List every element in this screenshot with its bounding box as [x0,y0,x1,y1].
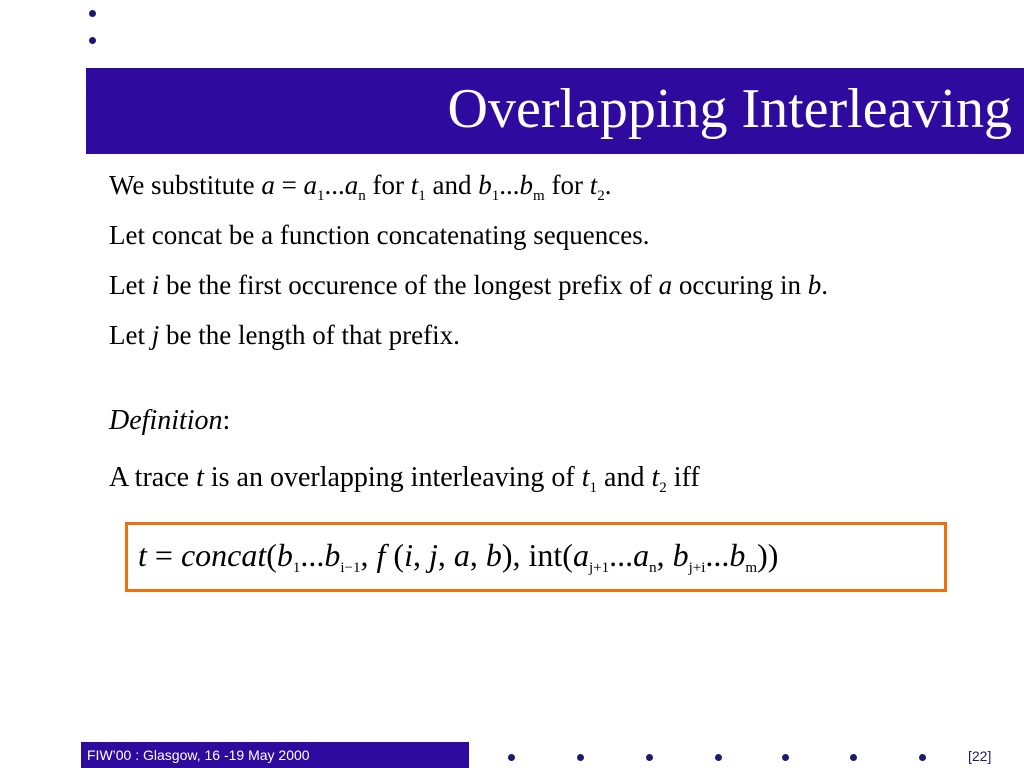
var-b1: b [478,170,492,200]
var-a: a [453,537,470,573]
var-an: a [344,170,359,200]
subscript: n [649,560,657,576]
text: and [425,170,479,200]
footer-dot [919,754,926,761]
var-j: j [428,537,438,573]
var-b: b [485,537,502,573]
ellipsis: ... [300,537,325,573]
comma: , [656,537,673,573]
var-t1: t [410,170,419,200]
subscript: i−1 [340,560,361,576]
paren: )) [757,537,779,573]
var-b: b [276,537,293,573]
ellipsis: ... [499,170,520,200]
subscript: m [533,188,545,204]
var-a1: a [303,170,318,200]
title-bar [86,68,1024,154]
formula [138,537,778,574]
text: for [544,170,590,200]
footer-text: FIW’00 : Glasgow, 16 -19 May 2000 [87,747,310,763]
subscript: m [745,560,758,576]
formula-box [125,522,947,592]
subscript: j+i [688,560,706,576]
body-line-1 [109,170,612,204]
text: iff [666,462,700,493]
text: is an overlapping interleaving of [203,462,582,493]
var-b: b [807,270,822,300]
body-line-2: Let concat be a function concatenating sequences. [109,220,650,250]
definition-label [109,405,230,437]
footer-dot [646,754,653,761]
var-a: a [261,170,275,200]
comma: , [469,537,486,573]
equals: = [274,170,304,200]
text: . [604,170,612,200]
bullet-dot [89,10,96,17]
var-t2: t [651,462,660,493]
var-bm: b [519,170,534,200]
definition-statement [109,462,700,494]
ellipsis: ... [705,537,730,573]
fn-concat: concat [180,537,267,573]
text: for [365,170,411,200]
comma: , [437,537,454,573]
subscript: n [358,188,366,204]
subscript: 1 [317,188,325,204]
fn-f: f [376,537,386,573]
ellipsis: ... [324,170,345,200]
var-t: t [196,462,204,493]
subscript: 1 [589,480,598,496]
footer-dot [577,754,584,761]
fn-int: int( [528,537,573,573]
body-line-3 [109,270,828,301]
subscript: 1 [292,560,301,576]
text: We substitute [109,170,262,200]
body-line-4 [109,320,460,351]
var-i: i [404,537,413,573]
definition-word: Definition [109,405,223,436]
text: occuring in [672,270,808,300]
text: Let [109,270,152,300]
paren: ( [266,537,277,573]
slide-title: Overlapping Interleaving [447,78,1012,140]
var-b: b [672,537,689,573]
var-b: b [729,537,746,573]
var-a: a [633,537,650,573]
bullet-dot [89,37,96,44]
subscript: 2 [659,480,667,496]
var-b: b [324,537,341,573]
footer-dot [782,754,789,761]
text: A trace [109,462,197,493]
top-bullets [89,10,96,64]
var-t: t [138,537,147,573]
page-number: [22] [968,748,992,764]
text: be the length of that prefix. [159,320,460,350]
equals: = [146,537,181,573]
var-t2: t [589,170,598,200]
colon: : [222,405,231,436]
footer-dot [508,754,515,761]
subscript: 1 [418,188,426,204]
text: be the first occurence of the longest prefix of [159,270,659,300]
footer-bar [81,742,469,768]
subscript: 1 [491,188,500,204]
var-t1: t [581,462,590,493]
subscript: 2 [597,188,605,204]
subscript: j+1 [588,560,610,576]
footer-dot [715,754,722,761]
var-j: j [151,320,160,350]
text: Let [109,320,152,350]
ellipsis: ... [609,537,634,573]
var-a: a [658,270,673,300]
var-i: i [151,270,160,300]
paren: ( [385,537,405,573]
text: . [821,270,829,300]
comma: , [360,537,377,573]
comma: , [412,537,429,573]
paren: ), [501,537,529,573]
var-a: a [572,537,589,573]
footer-dot [850,754,857,761]
text: and [597,462,652,493]
